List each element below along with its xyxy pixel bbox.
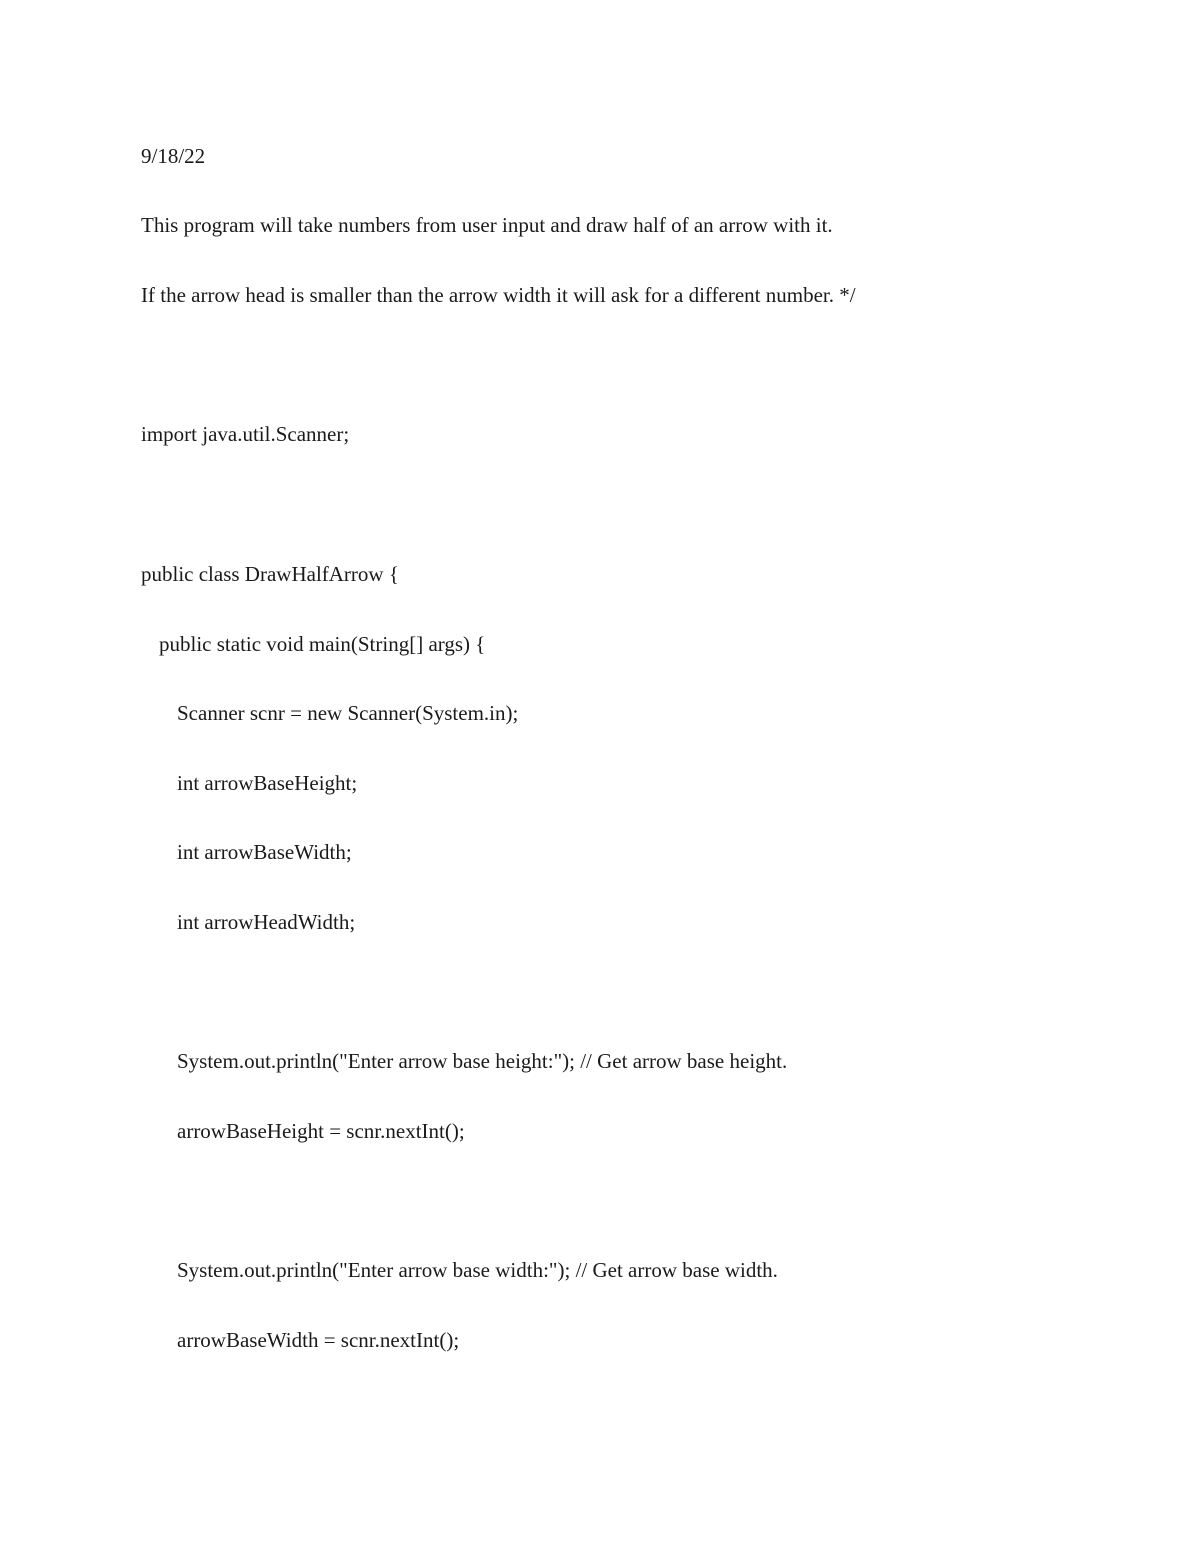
code-read-base-height: arrowBaseHeight = scnr.nextInt();: [177, 1119, 465, 1143]
code-read-base-width: arrowBaseWidth = scnr.nextInt();: [177, 1328, 460, 1352]
code-print-base-width: System.out.println("Enter arrow base width:"); // Get arrow base width.: [177, 1258, 778, 1282]
code-var-base-width: int arrowBaseWidth;: [177, 840, 352, 864]
date-line: 9/18/22: [141, 144, 206, 168]
code-main-declaration: public static void main(String[] args) {: [159, 632, 486, 656]
description-line-2: If the arrow head is smaller than the arrow width it will ask for a different number. */: [141, 283, 856, 307]
code-var-base-height: int arrowBaseHeight;: [177, 771, 358, 795]
code-print-base-height: System.out.println("Enter arrow base height:"); // Get arrow base height.: [177, 1049, 788, 1073]
description-line-1: This program will take numbers from user input and draw half of an arrow with it.: [141, 213, 833, 237]
code-class-declaration: public class DrawHalfArrow {: [141, 562, 399, 586]
code-scanner-declaration: Scanner scnr = new Scanner(System.in);: [177, 701, 519, 725]
code-var-head-width: int arrowHeadWidth;: [177, 910, 356, 934]
code-import-line: import java.util.Scanner;: [141, 422, 350, 446]
